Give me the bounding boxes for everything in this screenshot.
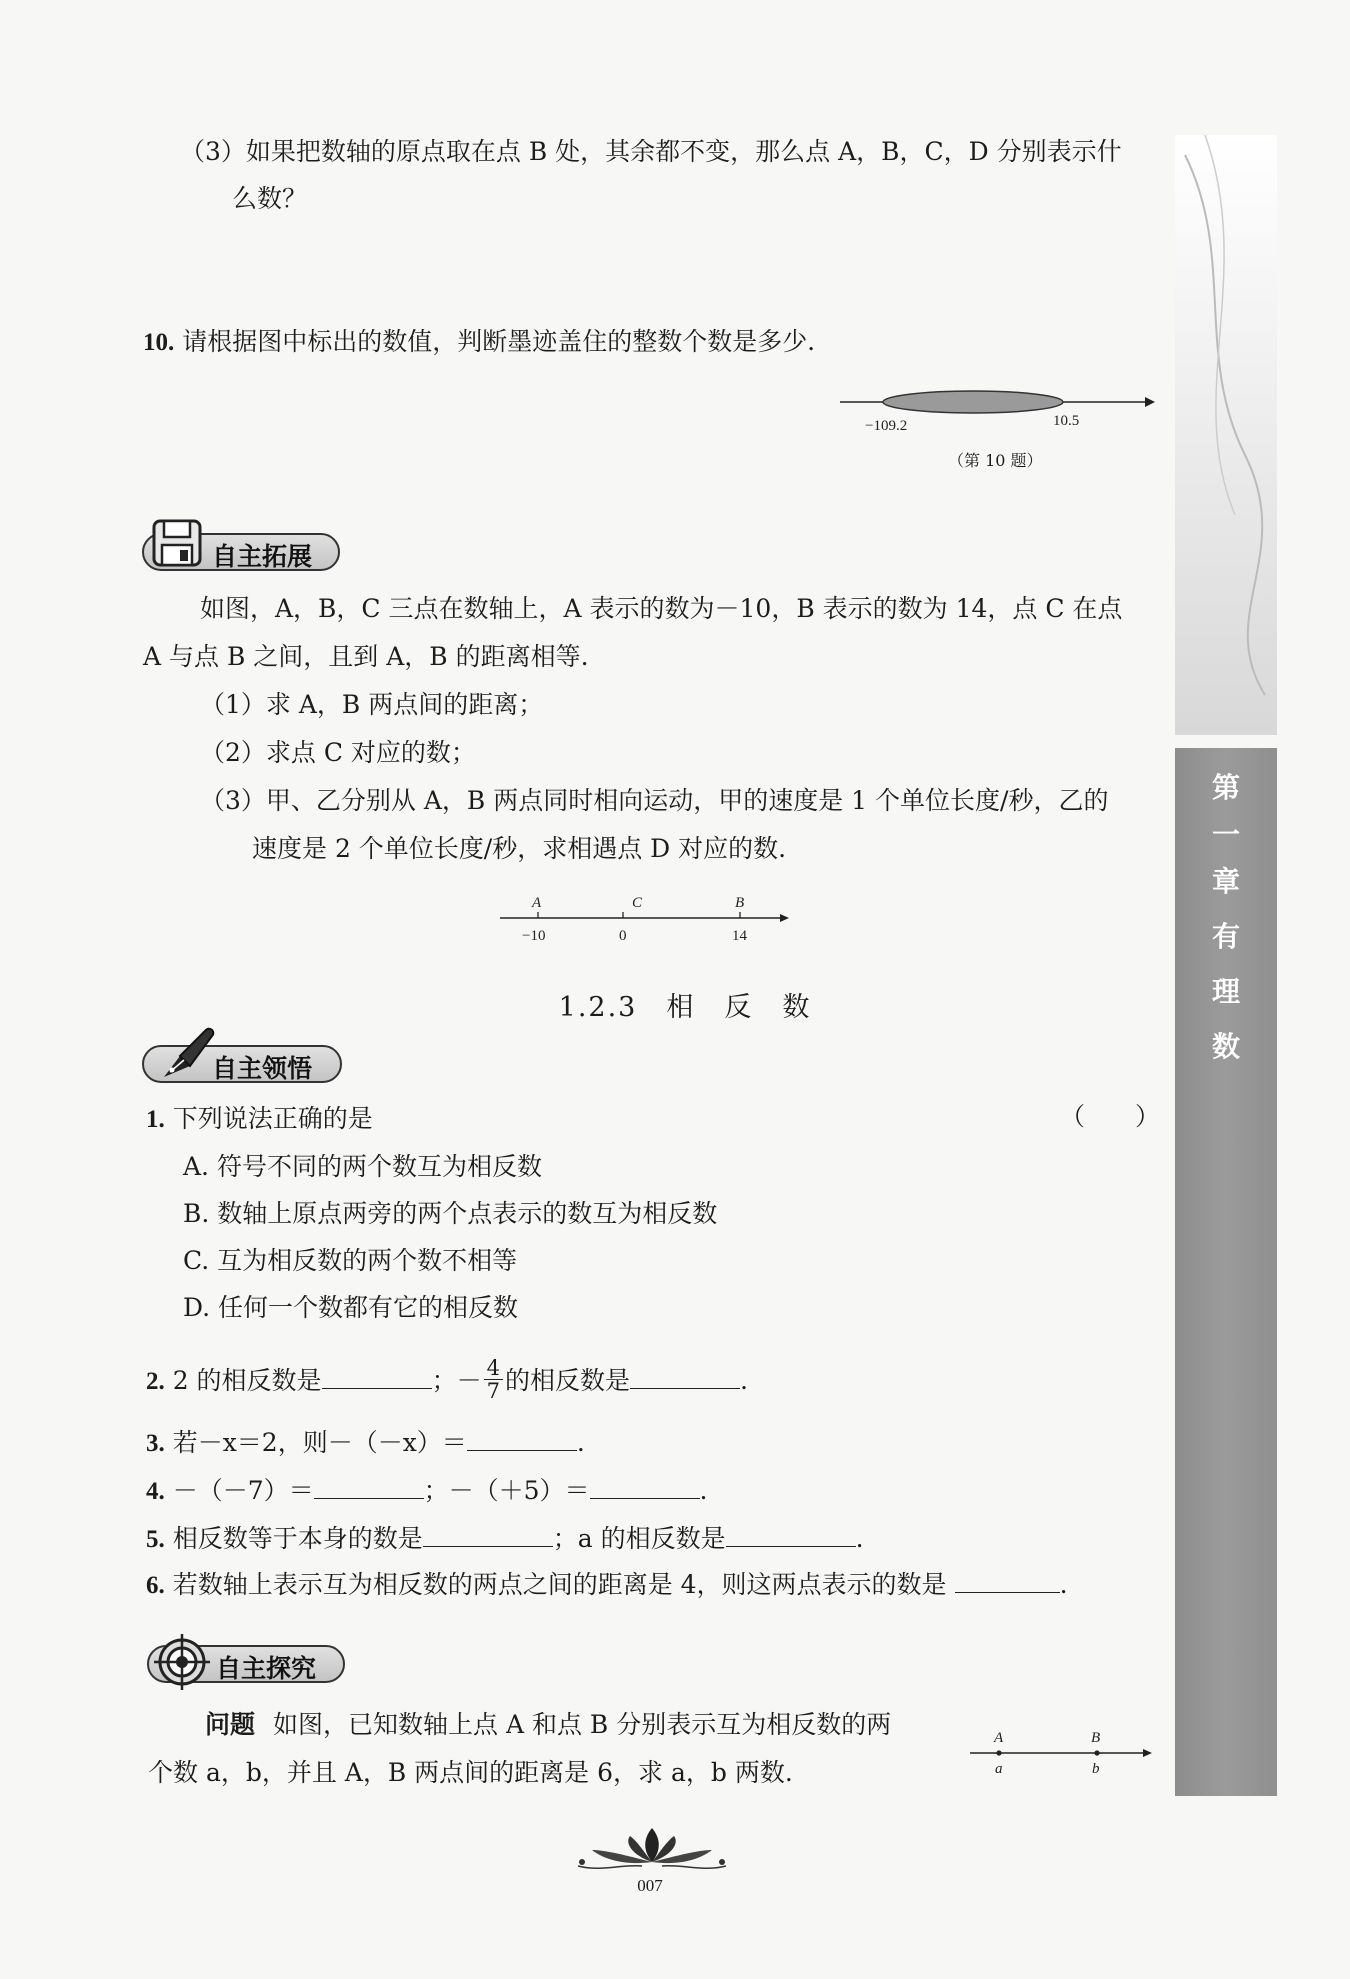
answer-blank[interactable] — [322, 1362, 432, 1389]
end-mark: . — [739, 1366, 748, 1395]
exploration-line1 — [205, 1708, 891, 1742]
question-text-part2: －（＋5）＝ — [448, 1476, 590, 1505]
separator: ； — [431, 1366, 457, 1395]
halftone-pattern — [1175, 135, 1277, 735]
problem-label: 问题 — [205, 1710, 256, 1739]
understanding-badge-label: 自主领悟 — [212, 1054, 313, 1083]
value-label-b: 14 — [732, 928, 747, 944]
q9-part3-line2: 么数？ — [232, 184, 308, 213]
answer-blank[interactable] — [590, 1472, 700, 1499]
question-number: 5. — [146, 1526, 165, 1553]
extension-q2: （2）求点 C 对应的数； — [200, 738, 476, 767]
extension-q3-line1: （3）甲、乙分别从 A，B 两点同时相向运动，甲的速度是 1 个单位长度/秒，乙的 — [200, 786, 1109, 815]
fraction — [484, 1357, 503, 1402]
point-label-c: C — [632, 895, 643, 911]
section-title: 1.2.3 相 反 数 — [558, 992, 812, 1023]
exploration-line2: 个数 a，b，并且 A，B 两点间的距离是 6，求 a，b 两数. — [148, 1758, 793, 1787]
point-label-b: B — [735, 895, 745, 911]
page-number: 007 — [637, 1876, 663, 1895]
question-number: 1. — [146, 1106, 165, 1133]
question-text-part1: 相反数等于本身的数是 — [172, 1524, 423, 1553]
answer-blank[interactable] — [467, 1424, 577, 1451]
option-b: B. 数轴上原点两旁的两个点表示的数互为相反数 — [183, 1199, 718, 1228]
exploration-badge-label: 自主探究 — [216, 1654, 317, 1683]
question-2 — [146, 1356, 748, 1405]
point-label-a: A — [532, 895, 542, 911]
floppy-disk-icon — [150, 517, 206, 569]
question-text-part2: 的相反数是 — [504, 1366, 630, 1395]
exploration-number-line-figure — [965, 1726, 1155, 1782]
chapter-char: 有 — [1211, 920, 1240, 953]
option-c: C. 互为相反数的两个数不相等 — [183, 1246, 518, 1275]
extension-badge-label: 自主拓展 — [212, 542, 313, 571]
point-a-dot — [996, 1750, 1001, 1755]
question-text: 请根据图中标出的数值，判断墨迹盖住的整数个数是多少． — [182, 327, 833, 356]
extension-q3-line2: 速度是 2 个单位长度/秒，求相遇点 D 对应的数. — [252, 834, 787, 863]
fraction-denominator: 7 — [486, 1379, 500, 1403]
option-d: D. 任何一个数都有它的相反数 — [183, 1293, 519, 1322]
extension-intro-line1: 如图，A，B，C 三点在数轴上，A 表示的数为－10，B 表示的数为 14，点 C 在点 — [200, 594, 1123, 623]
question-3 — [146, 1424, 585, 1461]
left-value-label: −109.2 — [865, 418, 908, 434]
value-label-a: a — [995, 1761, 1003, 1777]
point-b-dot — [1094, 1750, 1099, 1755]
chapter-char: 一 — [1211, 818, 1240, 851]
extension-number-line-figure — [495, 888, 795, 948]
end-mark: . — [699, 1476, 708, 1505]
arrow-head — [1143, 1749, 1152, 1757]
chapter-char: 理 — [1211, 975, 1240, 1008]
question-number: 6. — [146, 1572, 165, 1599]
question-number: 4. — [146, 1478, 165, 1505]
fraction-numerator: 4 — [484, 1357, 503, 1380]
chapter-char: 第 — [1211, 771, 1240, 804]
question-text-part1: －（－7）＝ — [172, 1476, 314, 1505]
footer-ornament-icon — [572, 1822, 732, 1876]
end-mark: . — [576, 1428, 585, 1457]
question-text-part2: a 的相反数是 — [577, 1524, 726, 1553]
question-5 — [146, 1520, 864, 1557]
question-4 — [146, 1472, 707, 1509]
arrow-head — [780, 914, 789, 922]
question-text: 若数轴上表示互为相反数的两点之间的距离是 4，则这两点表示的数是 — [172, 1570, 947, 1599]
target-icon — [152, 1632, 212, 1692]
question-1 — [146, 1102, 373, 1137]
question-number: 2. — [146, 1368, 165, 1395]
answer-blank[interactable] — [314, 1472, 424, 1499]
question-text-part1: 2 的相反数是 — [172, 1366, 322, 1395]
right-value-label: 10.5 — [1053, 413, 1080, 429]
question-stem: 下列说法正确的是 — [172, 1104, 373, 1133]
ink-blot — [883, 391, 1063, 413]
option-a: A. 符号不同的两个数互为相反数 — [183, 1152, 542, 1181]
point-label-b: B — [1091, 1730, 1101, 1746]
extension-intro-line2: A 与点 B 之间，且到 A，B 的距离相等. — [143, 642, 589, 671]
fountain-pen-icon — [150, 1022, 220, 1084]
answer-blank[interactable] — [726, 1520, 856, 1547]
q10-caption: （第 10 题） — [948, 451, 1043, 470]
q10-number-line-figure — [835, 385, 1155, 445]
question-text: 若－x＝2，则－（－x）＝ — [172, 1428, 467, 1457]
value-label-c: 0 — [619, 928, 627, 944]
question-6 — [146, 1566, 1068, 1603]
chapter-char: 数 — [1211, 1030, 1240, 1063]
separator: ； — [552, 1524, 578, 1553]
question-10 — [143, 325, 832, 360]
point-label-a: A — [994, 1730, 1004, 1746]
minus-sign: － — [456, 1366, 482, 1395]
question-number: 3. — [146, 1430, 165, 1457]
answer-blank[interactable] — [423, 1520, 553, 1547]
arrow-head — [1145, 397, 1155, 407]
answer-blank[interactable] — [955, 1566, 1060, 1593]
chapter-char: 章 — [1211, 865, 1240, 898]
value-label-a: −10 — [522, 928, 546, 944]
chapter-tab — [1175, 760, 1277, 1074]
end-mark: . — [855, 1524, 864, 1553]
end-mark: . — [1059, 1570, 1068, 1599]
separator: ； — [423, 1476, 449, 1505]
extension-q1: （1）求 A，B 两点间的距离； — [200, 690, 544, 719]
answer-parentheses: （ ） — [1060, 1102, 1161, 1131]
q9-part3-line1: （3）如果把数轴的原点取在点 B 处，其余都不变，那么点 A，B，C，D 分别表示什 — [180, 137, 1122, 166]
question-number: 10. — [143, 329, 175, 356]
answer-blank[interactable] — [630, 1362, 740, 1389]
problem-text-line1: 如图，已知数轴上点 A 和点 B 分别表示互为相反数的两 — [273, 1710, 892, 1739]
value-label-b: b — [1092, 1761, 1100, 1777]
